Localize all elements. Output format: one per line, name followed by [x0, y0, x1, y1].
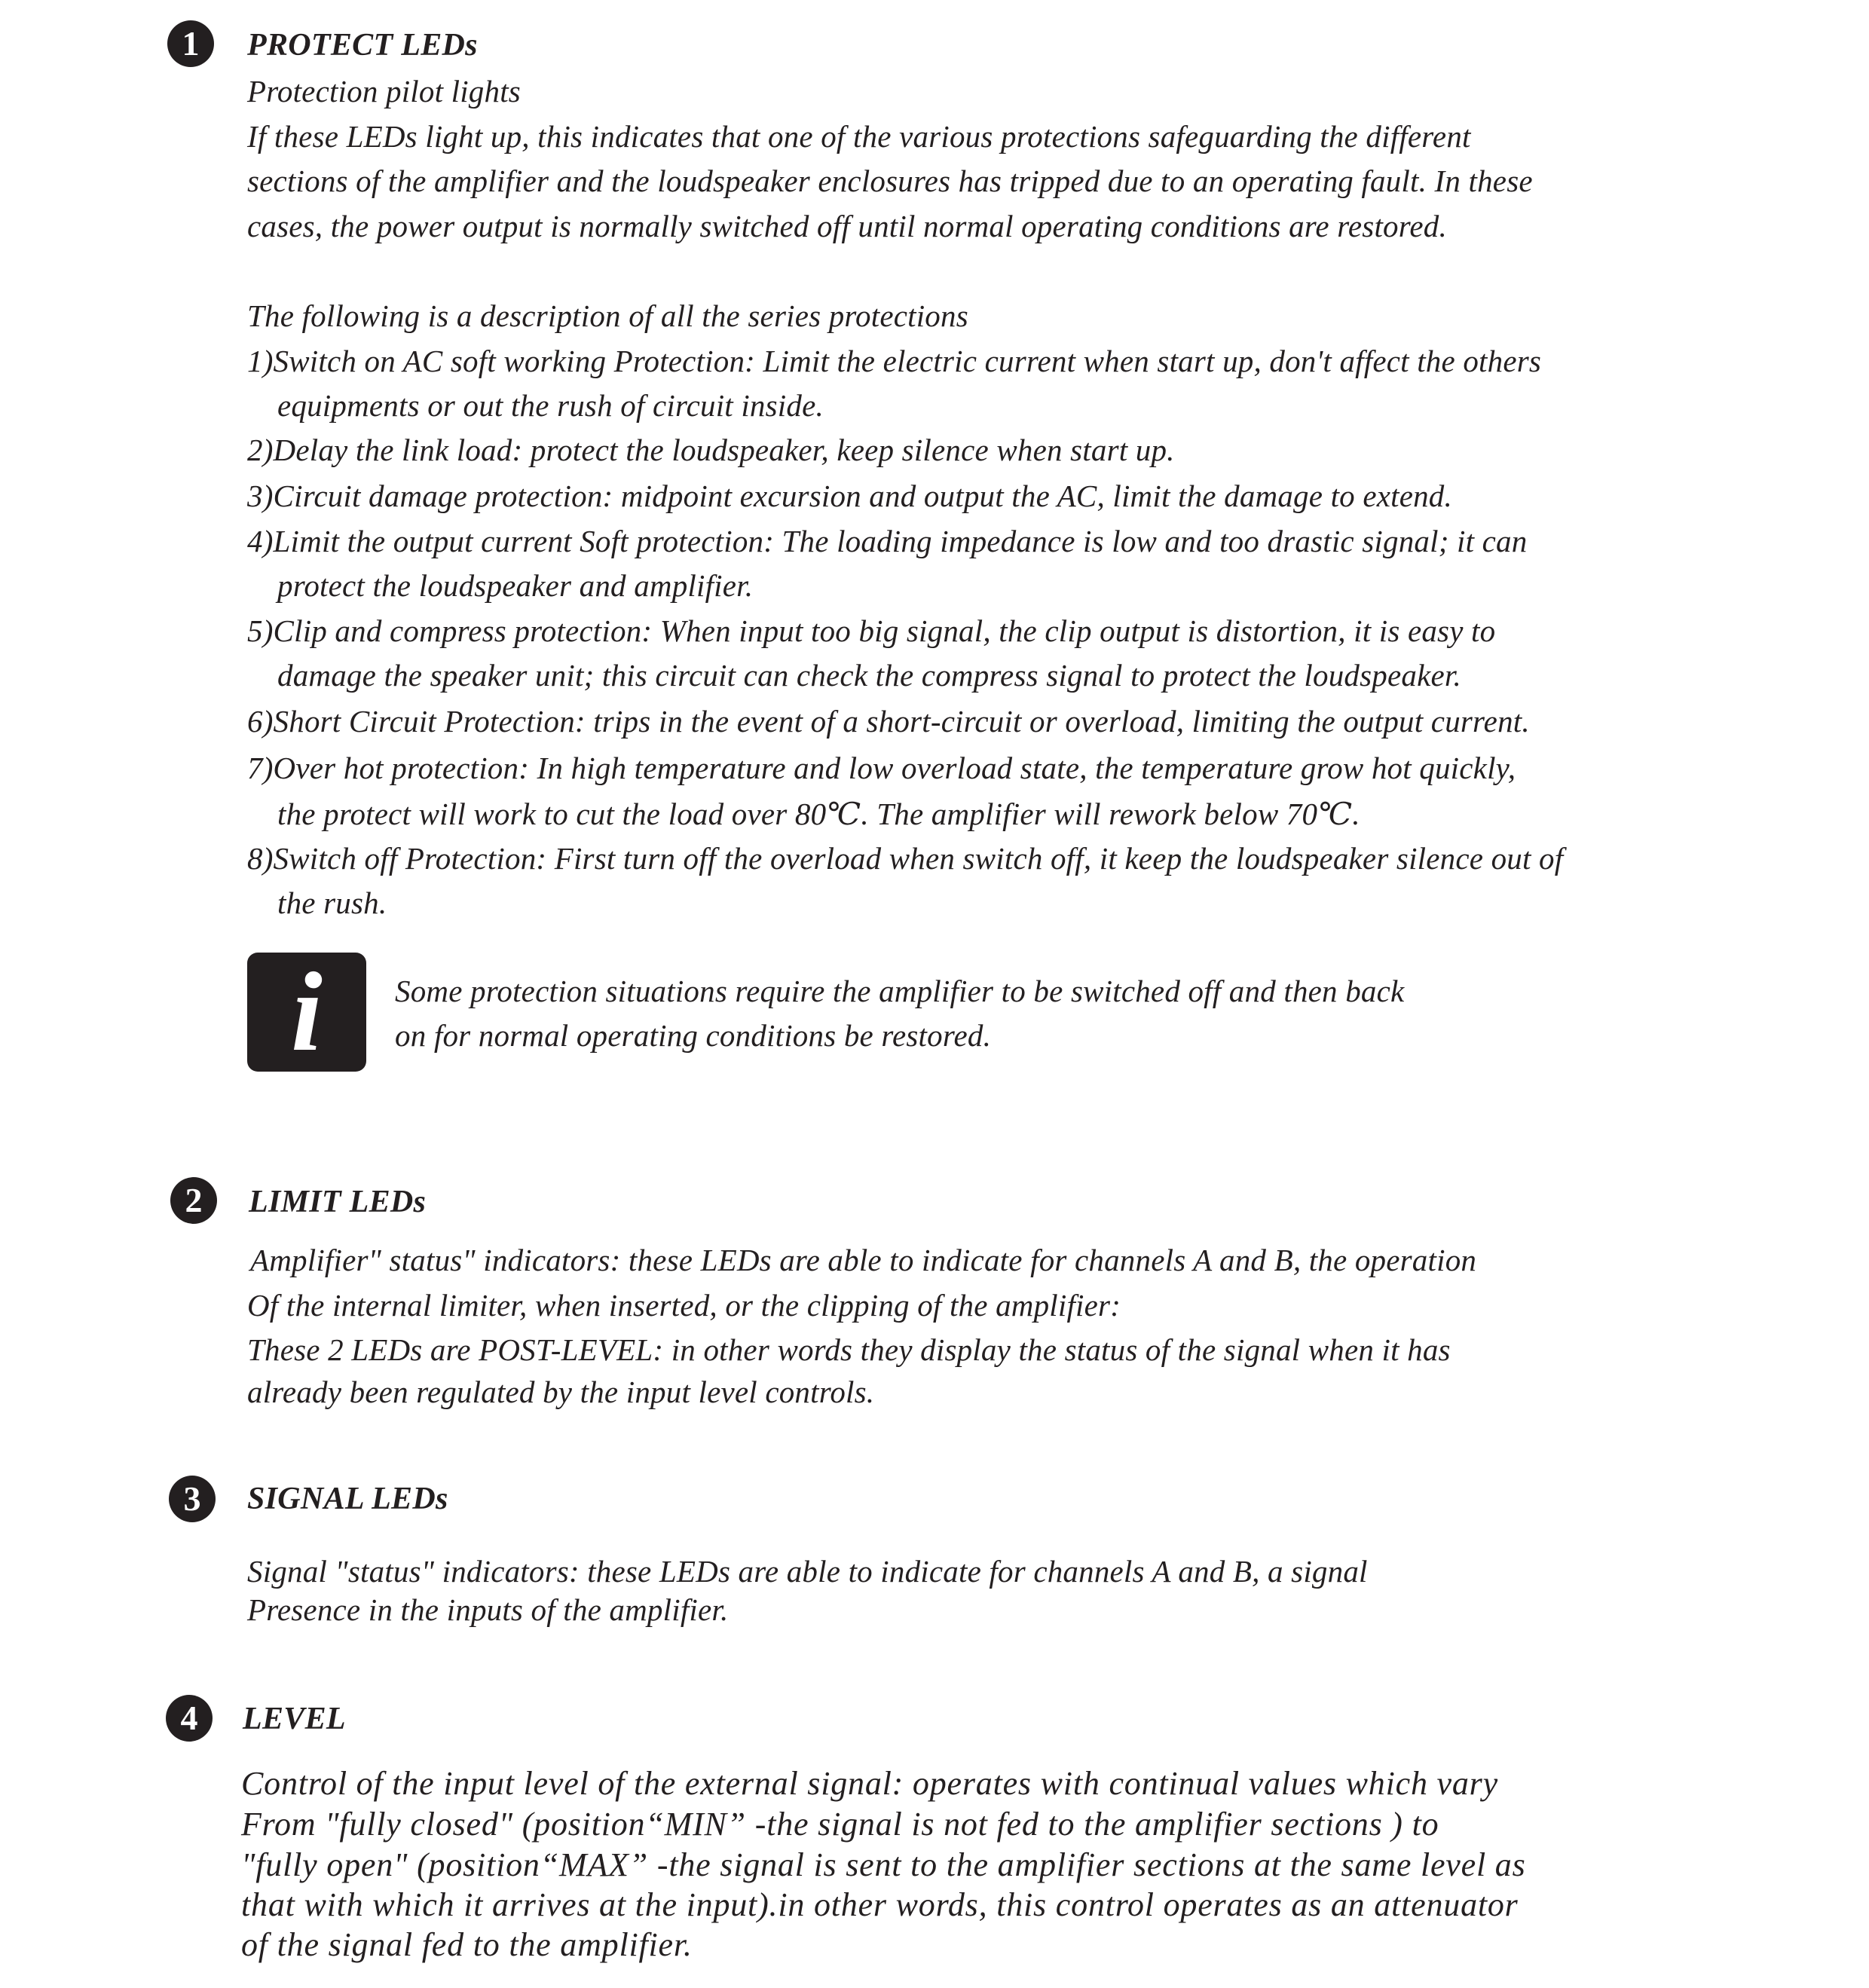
- protection-item: 7)Over hot protection: In high temperature and low overload state, the temperature grow hot quickly,: [247, 751, 1516, 785]
- body-line: Control of the input level of the external signal: operates with continual values which vary: [241, 1765, 1498, 1802]
- info-icon: [247, 950, 366, 1075]
- body-line: that with which it arrives at the input).in other words, this control operates as an attenuator: [241, 1886, 1519, 1923]
- protection-item: 4)Limit the output current Soft protection: The loading impedance is low and too drastic signal; it can: [247, 524, 1528, 558]
- body-line: "fully open" (position“MAX” -the signal is sent to the amplifier sections at the same level as: [241, 1846, 1526, 1883]
- body-line: Signal "status" indicators: these LEDs are able to indicate for channels A and B, a signal: [247, 1554, 1368, 1589]
- protection-item: 3)Circuit damage protection: midpoint excursion and output the AC, limit the damage to extend.: [247, 479, 1452, 513]
- section-number-badge: 1: [167, 20, 214, 67]
- section-number-badge: 3: [169, 1476, 216, 1522]
- section-title: SIGNAL LEDs: [247, 1482, 448, 1516]
- note-line: on for normal operating conditions be restored.: [395, 1018, 992, 1053]
- protection-item-continuation: the protect will work to cut the load over 80℃. The amplifier will rework below 70℃.: [277, 797, 1360, 831]
- protection-item-continuation: damage the speaker unit; this circuit can check the compress signal to protect the loudspeaker.: [277, 658, 1461, 693]
- section-title: PROTECT LEDs: [247, 28, 478, 63]
- protection-item: 2)Delay the link load: protect the loudspeaker, keep silence when start up.: [247, 433, 1175, 467]
- body-line: Presence in the inputs of the amplifier.: [247, 1592, 729, 1627]
- protection-item: 6)Short Circuit Protection: trips in the event of a short-circuit or overload, limiting the output current.: [247, 704, 1530, 739]
- section-title: LIMIT LEDs: [249, 1185, 427, 1219]
- note-line: Some protection situations require the amplifier to be switched off and then back: [395, 974, 1405, 1008]
- protection-item: 1)Switch on AC soft working Protection: Limit the electric current when start up, don't affect the others: [247, 344, 1542, 378]
- protection-item-continuation: the rush.: [277, 885, 387, 920]
- body-line: already been regulated by the input level controls.: [247, 1375, 875, 1409]
- section-title: LEVEL: [243, 1702, 346, 1736]
- intro-line: sections of the amplifier and the loudspeaker enclosures has tripped due to an operating fault. In these: [247, 164, 1533, 198]
- protection-item: 5)Clip and compress protection: When input too big signal, the clip output is distortion, it is easy to: [247, 613, 1496, 648]
- body-line: of the signal fed to the amplifier.: [241, 1926, 693, 1963]
- protection-item: 8)Switch off Protection: First turn off the overload when switch off, it keep the loudspeaker silence out of: [247, 841, 1564, 876]
- body-line: Amplifier" status" indicators: these LEDs are able to indicate for channels A and B, the operation: [250, 1243, 1477, 1277]
- section-number-badge: 2: [170, 1177, 217, 1224]
- intro-line: If these LEDs light up, this indicates that one of the various protections safeguarding the different: [247, 119, 1471, 154]
- body-line: These 2 LEDs are POST-LEVEL: in other words they display the status of the signal when it has: [247, 1332, 1451, 1367]
- body-line: From "fully closed" (position“MIN” -the signal is not fed to the amplifier sections ) to: [241, 1806, 1439, 1843]
- protection-item-continuation: equipments or out the rush of circuit inside.: [277, 388, 824, 423]
- section-number-badge: 4: [166, 1695, 213, 1742]
- protection-item-continuation: protect the loudspeaker and amplifier.: [277, 568, 754, 603]
- body-line: Of the internal limiter, when inserted, or the clipping of the amplifier:: [247, 1288, 1121, 1323]
- list-heading: The following is a description of all the series protections: [247, 298, 968, 333]
- section-subtitle: Protection pilot lights: [247, 74, 521, 109]
- info-glyph: i: [291, 950, 323, 1075]
- intro-line: cases, the power output is normally switched off until normal operating conditions are restored.: [247, 209, 1447, 243]
